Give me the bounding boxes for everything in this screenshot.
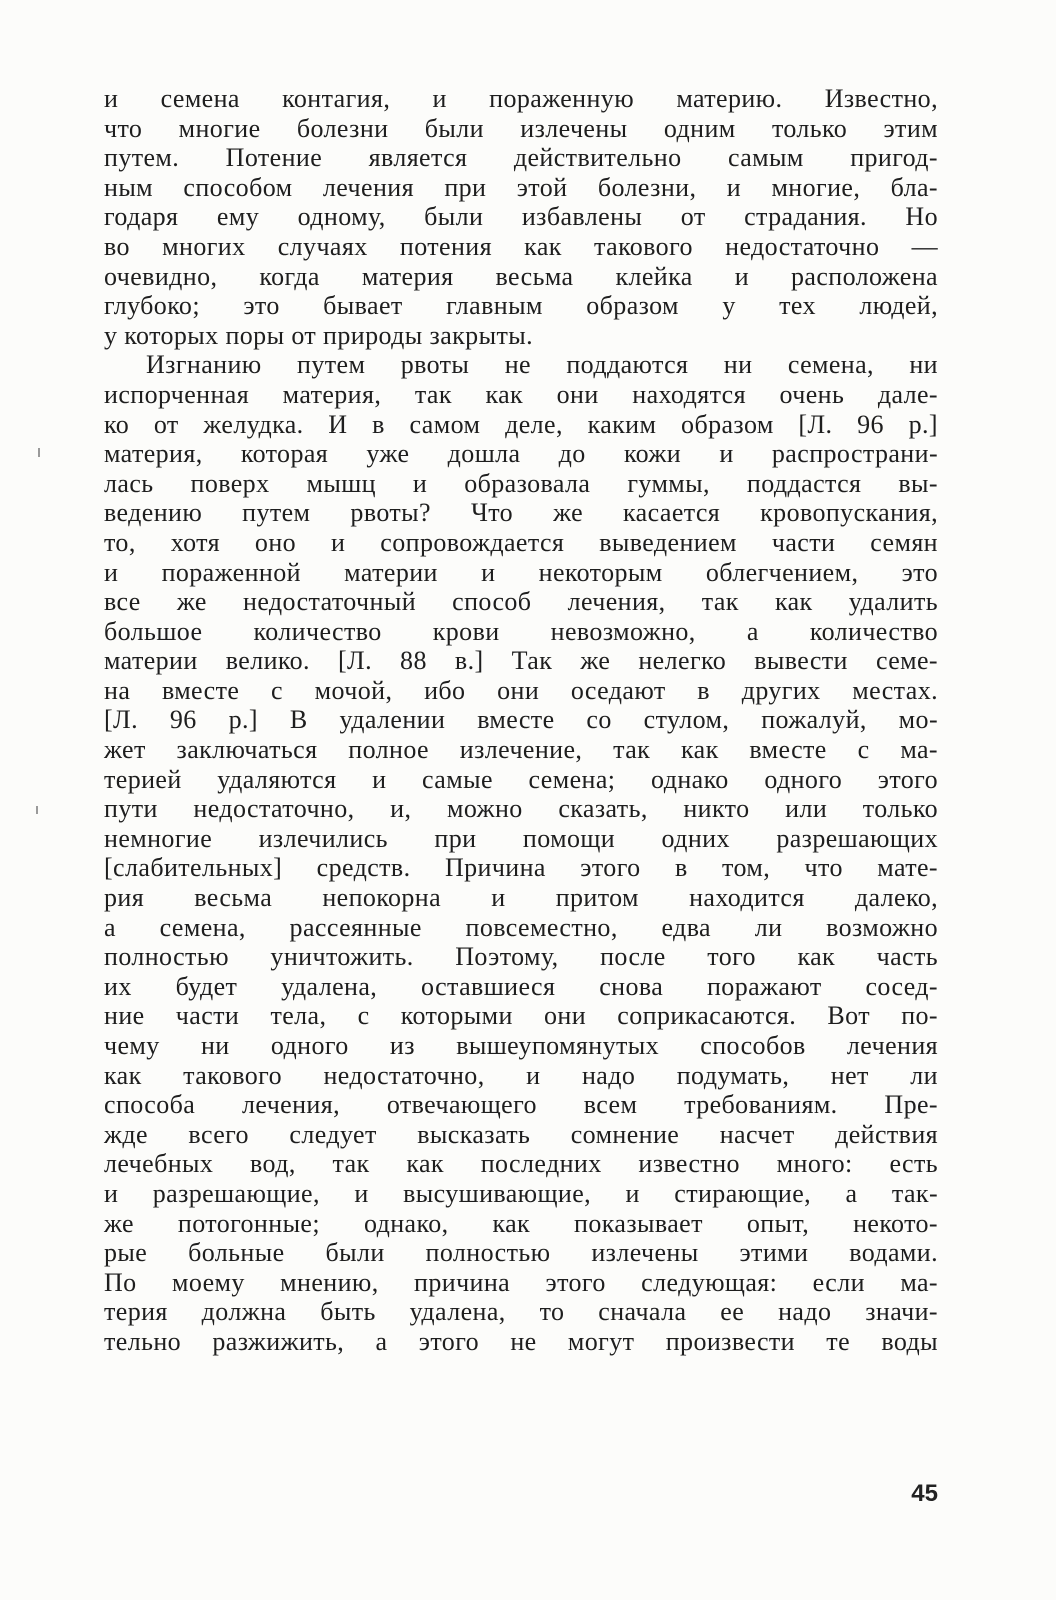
margin-mark <box>38 448 40 457</box>
body-text <box>104 84 938 1357</box>
text-line: а семена, рассеянные повсеместно, едва ли возможно <box>104 912 938 942</box>
text-line: терией удаляются и самые семена; однако одного этого <box>104 764 938 794</box>
paragraph-last-line: у которых поры от природы закрыты. <box>104 320 533 350</box>
text-line: полностью уничтожить. Поэтому, после того как часть <box>104 942 938 972</box>
text-line: как такового недостаточно, и надо подумать, нет ли <box>104 1060 938 1090</box>
margin-mark <box>36 806 38 814</box>
text-line: и пораженной материи и некоторым облегчением, это <box>104 557 938 587</box>
text-line: путем. Потение является действительно самым пригод- <box>104 143 938 173</box>
text-line: очевидно, когда материя весьма клейка и расположена <box>104 261 938 291</box>
text-line: во многих случаях потения как такового недостаточно — <box>104 231 938 261</box>
text-line: их будет удалена, оставшиеся снова поражают сосед- <box>104 971 938 1001</box>
text-line: чему ни одного из вышеупомянутых способов лечения <box>104 1031 938 1060</box>
text-line: рия весьма непокорна и притом находится далеко, <box>104 883 938 913</box>
text-line: пути недостаточно, и, можно сказать, никто или только <box>104 794 938 824</box>
text-line: большое количество крови невозможно, а количество <box>104 616 938 646</box>
text-line: на вместе с мочой, ибо они оседают в других местах. <box>104 675 938 705</box>
text-line: немногие излечились при помощи одних разрешающих <box>104 823 938 853</box>
text-line: терия должна быть удалена, то сначала ее надо значи- <box>104 1297 938 1327</box>
text-line: лечебных вод, так как последних известно много: есть <box>104 1149 938 1179</box>
text-line: то, хотя оно и сопровождается выведением части семян <box>104 527 938 557</box>
text-line: и семена контагия, и пораженную материю. Известно, <box>104 84 938 113</box>
paragraph-first-line: Изгнанию путем рвоты не поддаются ни семена, ни <box>146 350 938 380</box>
text-line: ным способом лечения при этой болезни, и многие, бла- <box>104 172 938 202</box>
text-line: По моему мнению, причина этого следующая: если ма- <box>104 1267 938 1297</box>
text-line: лась поверх мышц и образовала гуммы, поддастся вы- <box>104 468 938 498</box>
text-line: рые больные были полностью излечены этими водами. <box>104 1238 938 1268</box>
text-line: [слабительных] средств. Причина этого в том, что мате- <box>104 853 938 883</box>
text-line: жет заключаться полное излечение, так как вместе с ма- <box>104 735 938 765</box>
text-line: и разрешающие, и высушивающие, и стирающие, а так- <box>104 1178 938 1208</box>
text-line: испорченная материя, так как они находятся очень дале- <box>104 379 938 409</box>
text-line: ко от желудка. И в самом деле, каким образом [Л. 96 р.] <box>104 409 938 439</box>
text-line: жде всего следует высказать сомнение насчет действия <box>104 1119 938 1149</box>
text-line: способа лечения, отвечающего всем требованиям. Пре- <box>104 1090 938 1120</box>
text-line: материя, которая уже дошла до кожи и распространи- <box>104 439 938 469</box>
text-line: [Л. 96 р.] В удалении вместе со стулом, пожалуй, мо- <box>104 705 938 735</box>
text-line: ведению путем рвоты? Что же касается кровопускания, <box>104 498 938 528</box>
page-number: 45 <box>911 1480 938 1507</box>
text-line: ние части тела, с которыми они соприкасаются. Вот по- <box>104 1001 938 1031</box>
text-line: тельно разжижить, а этого не могут произвести те воды <box>104 1326 938 1356</box>
text-line: глубоко; это бывает главным образом у тех людей, <box>104 291 938 321</box>
text-line: годаря ему одному, были избавлены от страдания. Но <box>104 202 938 232</box>
text-line: же потогонные; однако, как показывает опыт, некото- <box>104 1208 938 1238</box>
text-line: что многие болезни были излечены одним только этим <box>104 113 938 143</box>
text-line: материи велико. [Л. 88 в.] Так же нелегко вывести семе- <box>104 646 938 676</box>
text-line: все же недостаточный способ лечения, так как удалить <box>104 587 938 617</box>
